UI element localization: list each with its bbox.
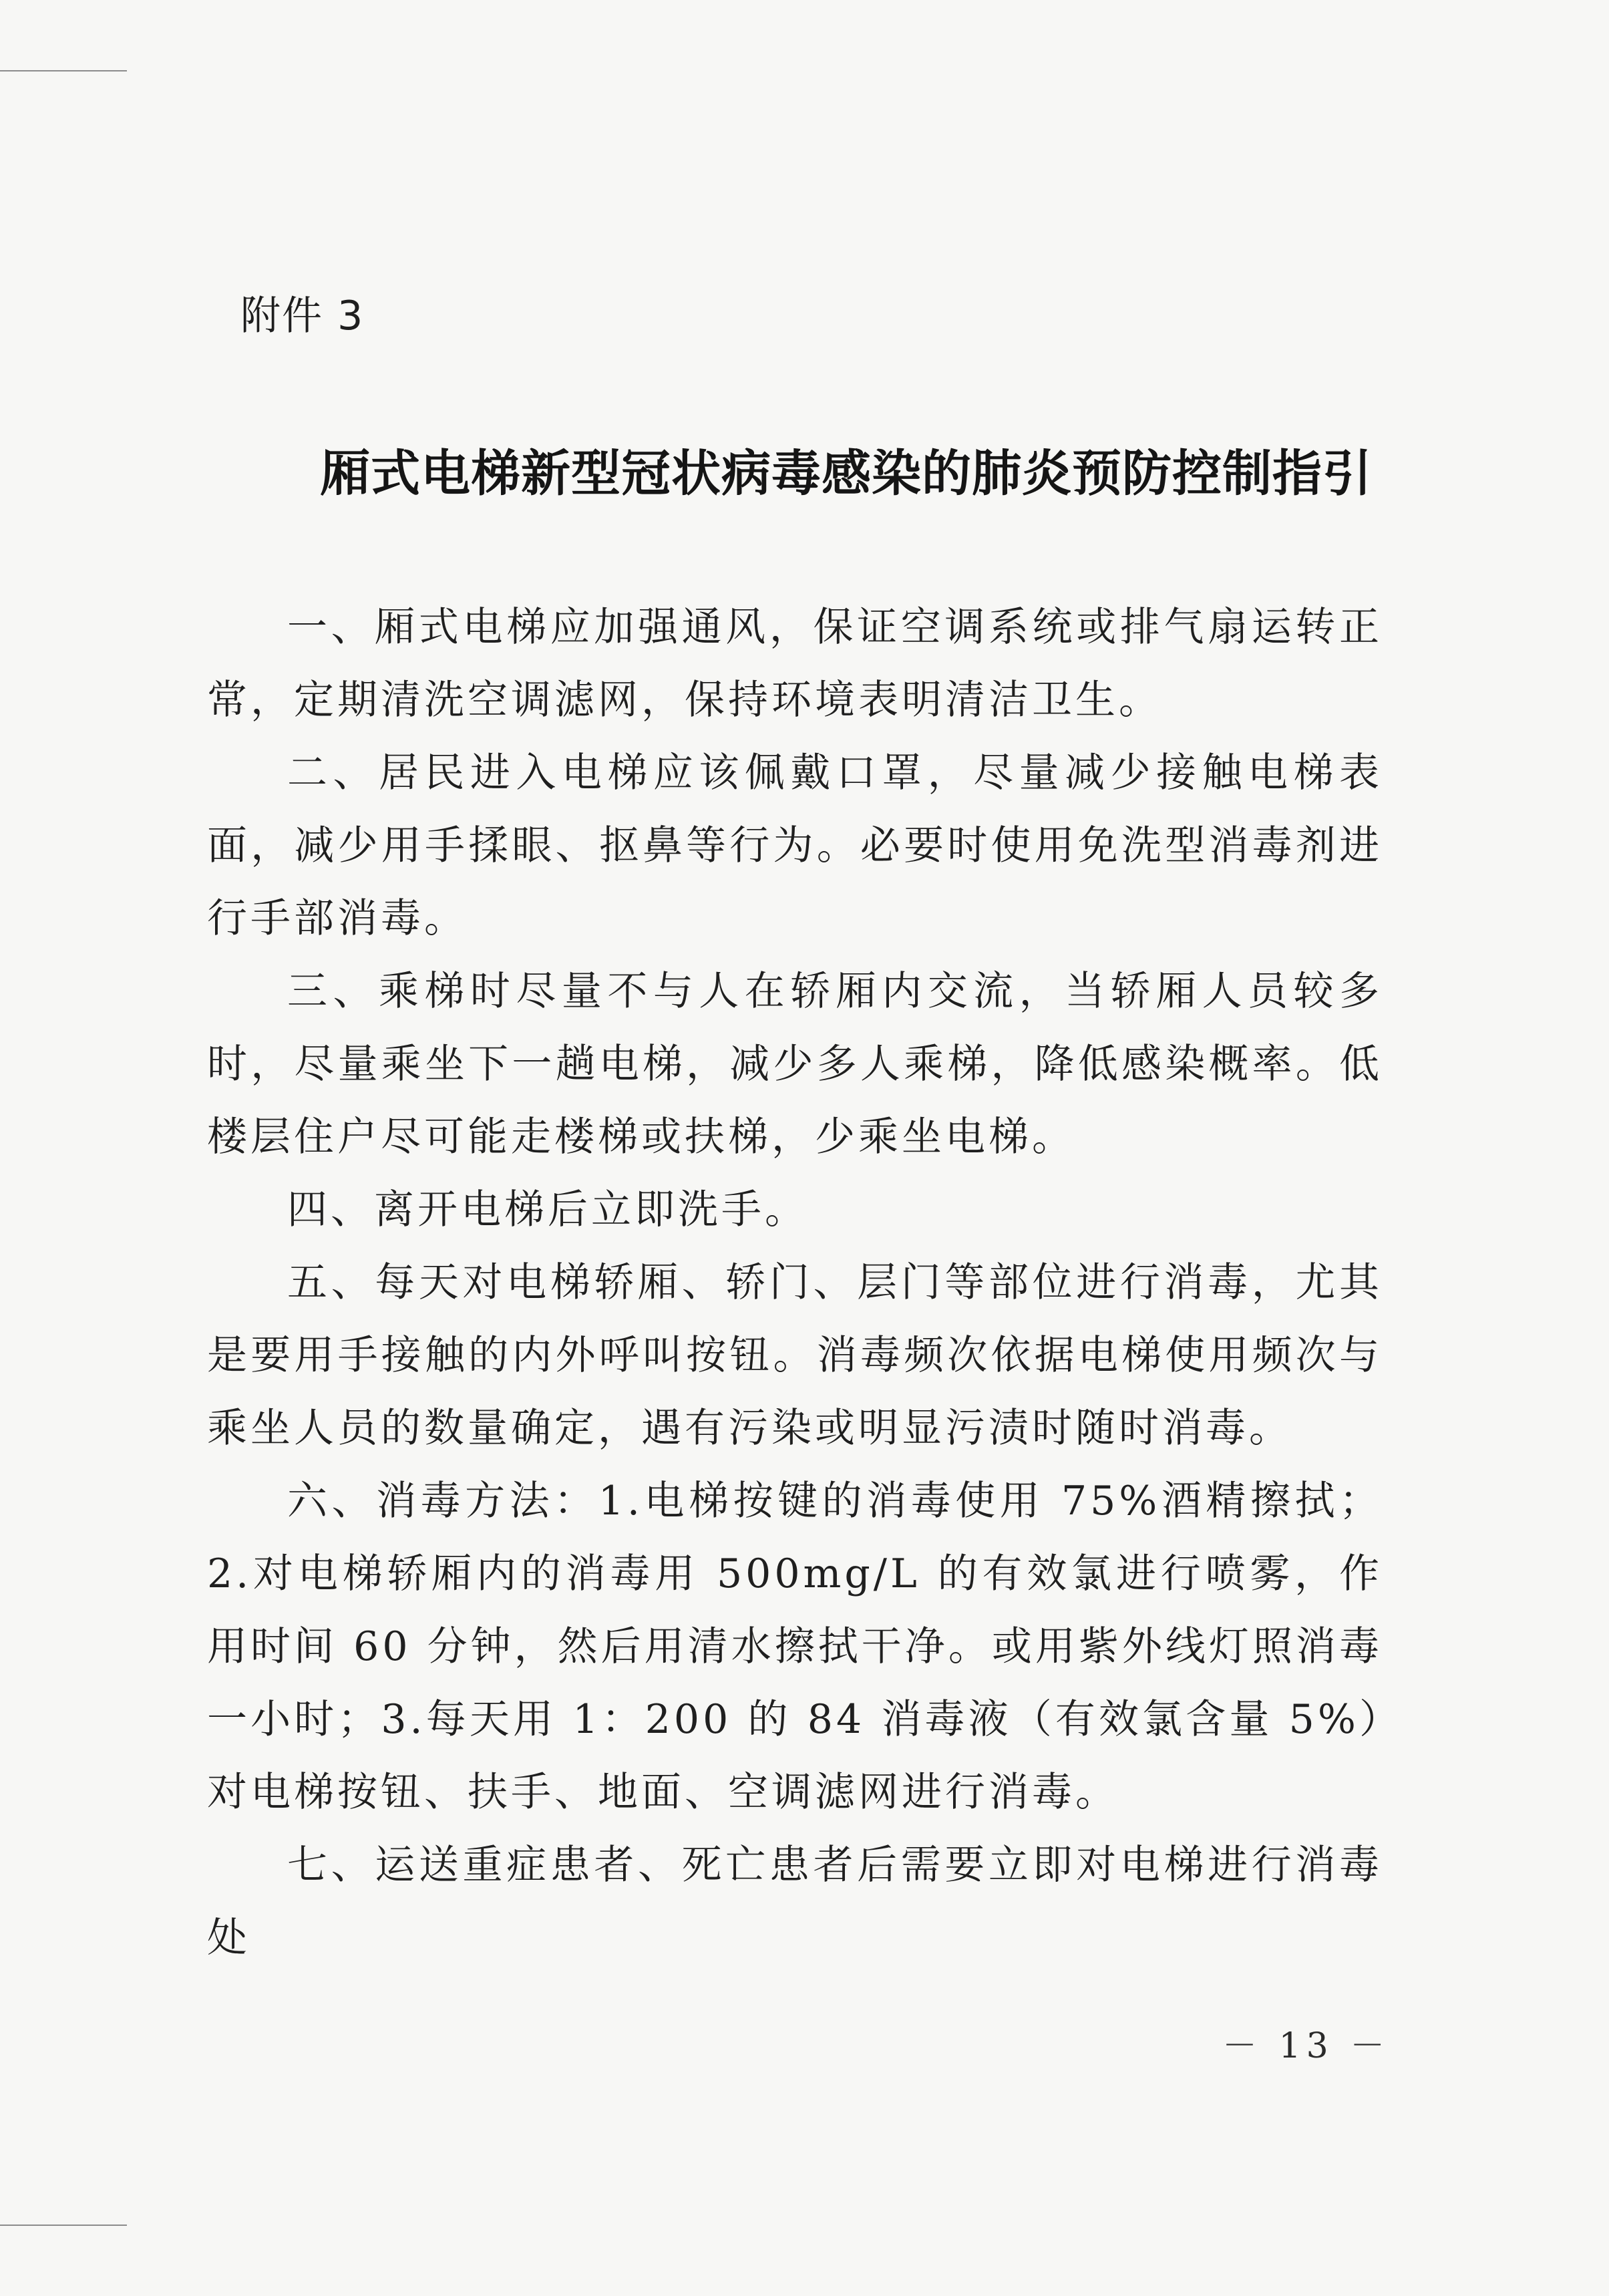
paragraph-7: 七、运送重症患者、死亡患者后需要立即对电梯进行消毒处 — [207, 1842, 1383, 1961]
paragraph-3: 三、乘梯时尽量不与人在轿厢内交流，当轿厢人员较多时，尽量乘坐下一趟电梯，减少多人乘梯，降低感染概率。低楼层住户尽可能走楼梯或扶梯，少乘坐电梯。 — [207, 968, 1383, 1160]
document-body — [207, 591, 1383, 1975]
scan-edge-line-top — [0, 70, 127, 71]
attachment-label: 附件 3 — [240, 293, 365, 339]
page-number: － 13 － — [1222, 2026, 1391, 2066]
paragraph-2: 二、居民进入电梯应该佩戴口罩，尽量减少接触电梯表面，减少用手揉眼、抠鼻等行为。必要时使用免洗型消毒剂进行手部消毒。 — [207, 750, 1383, 942]
paragraph-1: 一、厢式电梯应加强通风，保证空调系统或排气扇运转正常，定期清洗空调滤网，保持环境表明清洁卫生。 — [207, 604, 1383, 723]
paragraph-5: 五、每天对电梯轿厢、轿门、层门等部位进行消毒，尤其是要用手接触的内外呼叫按钮。消毒频次依据电梯使用频次与乘坐人员的数量确定，遇有污染或明显污渍时随时消毒。 — [207, 1259, 1383, 1452]
document-title: 厢式电梯新型冠状病毒感染的肺炎预防控制指引 — [321, 445, 1373, 502]
scan-edge-line-bottom — [0, 2225, 127, 2226]
paragraph-4: 四、离开电梯后立即洗手。 — [287, 1186, 808, 1233]
paragraph-6: 六、消毒方法：1.电梯按键的消毒使用 75%酒精擦拭；2.对电梯轿厢内的消毒用 500mg/L 的有效氯进行喷雾，作用时间 60 分钟，然后用清水擦拭干净。或用紫外线灯照消毒一小时；3.每天用 1：200 的 84 消毒液（有效氯含量 5%）对电梯按钮、扶手、地面、空调滤网进行消毒。 — [207, 1478, 1383, 1816]
